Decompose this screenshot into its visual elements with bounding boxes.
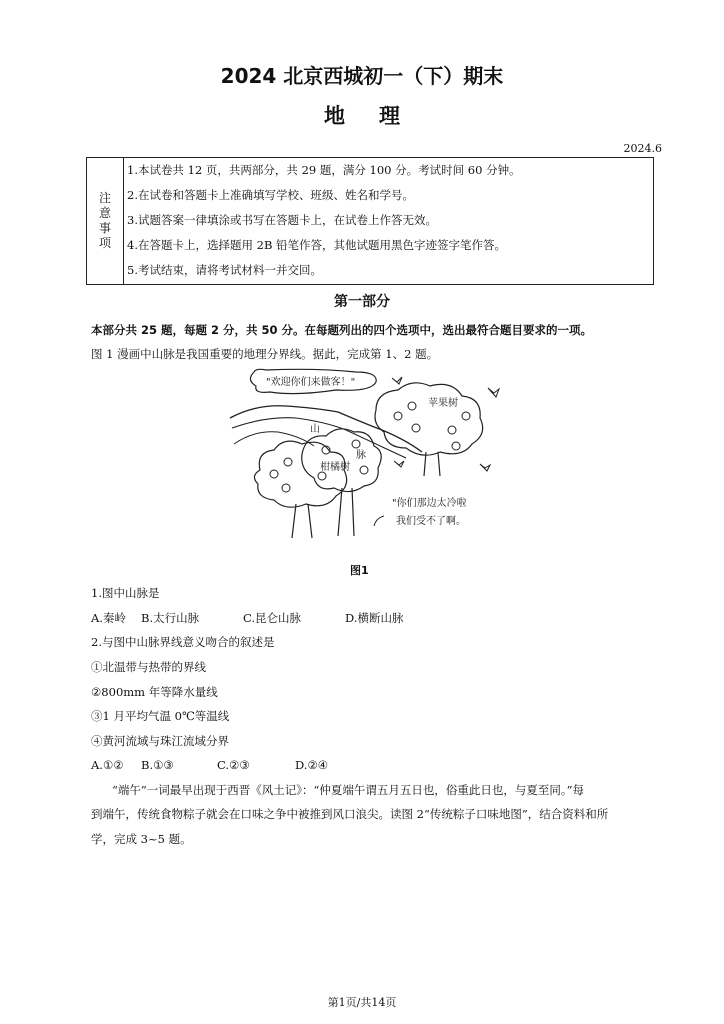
apple-icon	[452, 442, 460, 450]
orange-tree-trunk	[292, 504, 312, 538]
statement: ②800mm 年等降水量线	[91, 685, 218, 699]
orange-tree-crown	[254, 441, 346, 507]
orange-icon	[270, 470, 278, 478]
apple-tree-crown	[375, 383, 483, 455]
exam-date: 2024.6	[623, 142, 662, 155]
notice-item: 5.考试结束，请将考试材料一并交回。	[127, 263, 322, 277]
question-2-options	[91, 758, 391, 774]
passage-line: “端午”一词最早出现于西晋《风土记》：“仲夏端午谓五月五日也，俗重此日也，与夏至同。”每	[112, 783, 585, 797]
orange-tree-crown	[302, 429, 381, 492]
part-heading: 第一部分	[334, 294, 390, 310]
subject-title: 地理	[324, 104, 434, 128]
orange-icon	[282, 484, 290, 492]
notice-label-char: 意	[99, 206, 112, 220]
question-intro: 图 1 漫画中山脉是我国重要的地理分界线。据此，完成第 1、2 题。	[91, 347, 439, 361]
orange-icon	[284, 458, 292, 466]
apple-tree-label: 苹果树	[428, 398, 458, 409]
passage-line: 到端午，传统食物粽子就会在口味之争中被推到风口浪尖。读图 2“传统粽子口味地图”，结合资料和所	[91, 807, 609, 821]
exam-title: 2024 北京西城初一（下）期末	[220, 64, 504, 88]
speech-tail	[374, 516, 384, 526]
option-d[interactable]: D.②④	[295, 758, 329, 772]
part-instruction: 本部分共 25 题，每题 2 分，共 50 分。在每题列出的四个选项中，选出最符合题目要求的一项。	[91, 323, 593, 337]
statement: ①北温带与热带的界线	[91, 660, 206, 674]
statement: ③1 月平均气温 0℃等温线	[91, 709, 230, 723]
apple-icon	[462, 412, 470, 420]
notice-label-char: 项	[99, 236, 112, 250]
notice-items	[124, 158, 654, 285]
cartoon-figure	[226, 366, 506, 546]
notice-label	[87, 158, 124, 285]
question-1-options	[91, 610, 651, 626]
option-c[interactable]: C.昆仑山脉	[243, 611, 302, 625]
notice-item: 1.本试卷共 12 页，共两部分，共 29 题，满分 100 分。考试时间 60 分钟。	[127, 163, 521, 177]
question-1-stem: 1.图中山脉是	[91, 586, 160, 600]
passage-line: 学，完成 3~5 题。	[91, 832, 192, 846]
notice-box	[86, 157, 654, 285]
apple-icon	[408, 402, 416, 410]
notice-label-char: 事	[99, 221, 112, 235]
figure-caption: 图1	[350, 564, 369, 577]
notice-item: 2.在试卷和答题卡上准确填写学校、班级、姓名和学号。	[127, 188, 414, 202]
question-2-stem: 2.与图中山脉界线意义吻合的叙述是	[91, 635, 275, 649]
speech-text-bottom-2: 我们受不了啊。	[396, 516, 466, 527]
orange-icon	[318, 472, 326, 480]
option-c[interactable]: C.②③	[217, 758, 250, 772]
bird-icon	[480, 464, 490, 471]
page-footer: 第1页/共14页	[327, 996, 397, 1009]
mountain-label: 山	[310, 424, 320, 435]
option-b[interactable]: B.①③	[141, 758, 174, 772]
notice-label-char: 注	[99, 191, 112, 205]
speech-text-top: "欢迎你们来做客！"	[266, 377, 356, 388]
option-d[interactable]: D.横断山脉	[345, 611, 404, 625]
bird-icon	[392, 377, 402, 384]
orange-tree-label: 柑橘树	[320, 462, 350, 473]
apple-icon	[394, 412, 402, 420]
orange-tree-trunk	[338, 488, 354, 536]
ridge-label: 脉	[356, 450, 366, 461]
speech-text-bottom-1: "你们那边太冷啦	[392, 498, 467, 509]
apple-icon	[412, 424, 420, 432]
orange-icon	[352, 440, 360, 448]
bird-icon	[488, 388, 499, 397]
notice-item: 3.试题答案一律填涂或书写在答题卡上，在试卷上作答无效。	[127, 213, 437, 227]
notice-item: 4.在答题卡上，选择题用 2B 铅笔作答，其他试题用黑色字迹签字笔作答。	[127, 238, 507, 252]
bird-icon	[394, 461, 404, 467]
option-a[interactable]: A.①②	[91, 758, 124, 772]
option-b[interactable]: B.太行山脉	[141, 611, 200, 625]
apple-icon	[448, 426, 456, 434]
option-a[interactable]: A.秦岭	[91, 611, 126, 625]
orange-icon	[360, 466, 368, 474]
statement: ④黄河流域与珠江流域分界	[91, 734, 229, 748]
